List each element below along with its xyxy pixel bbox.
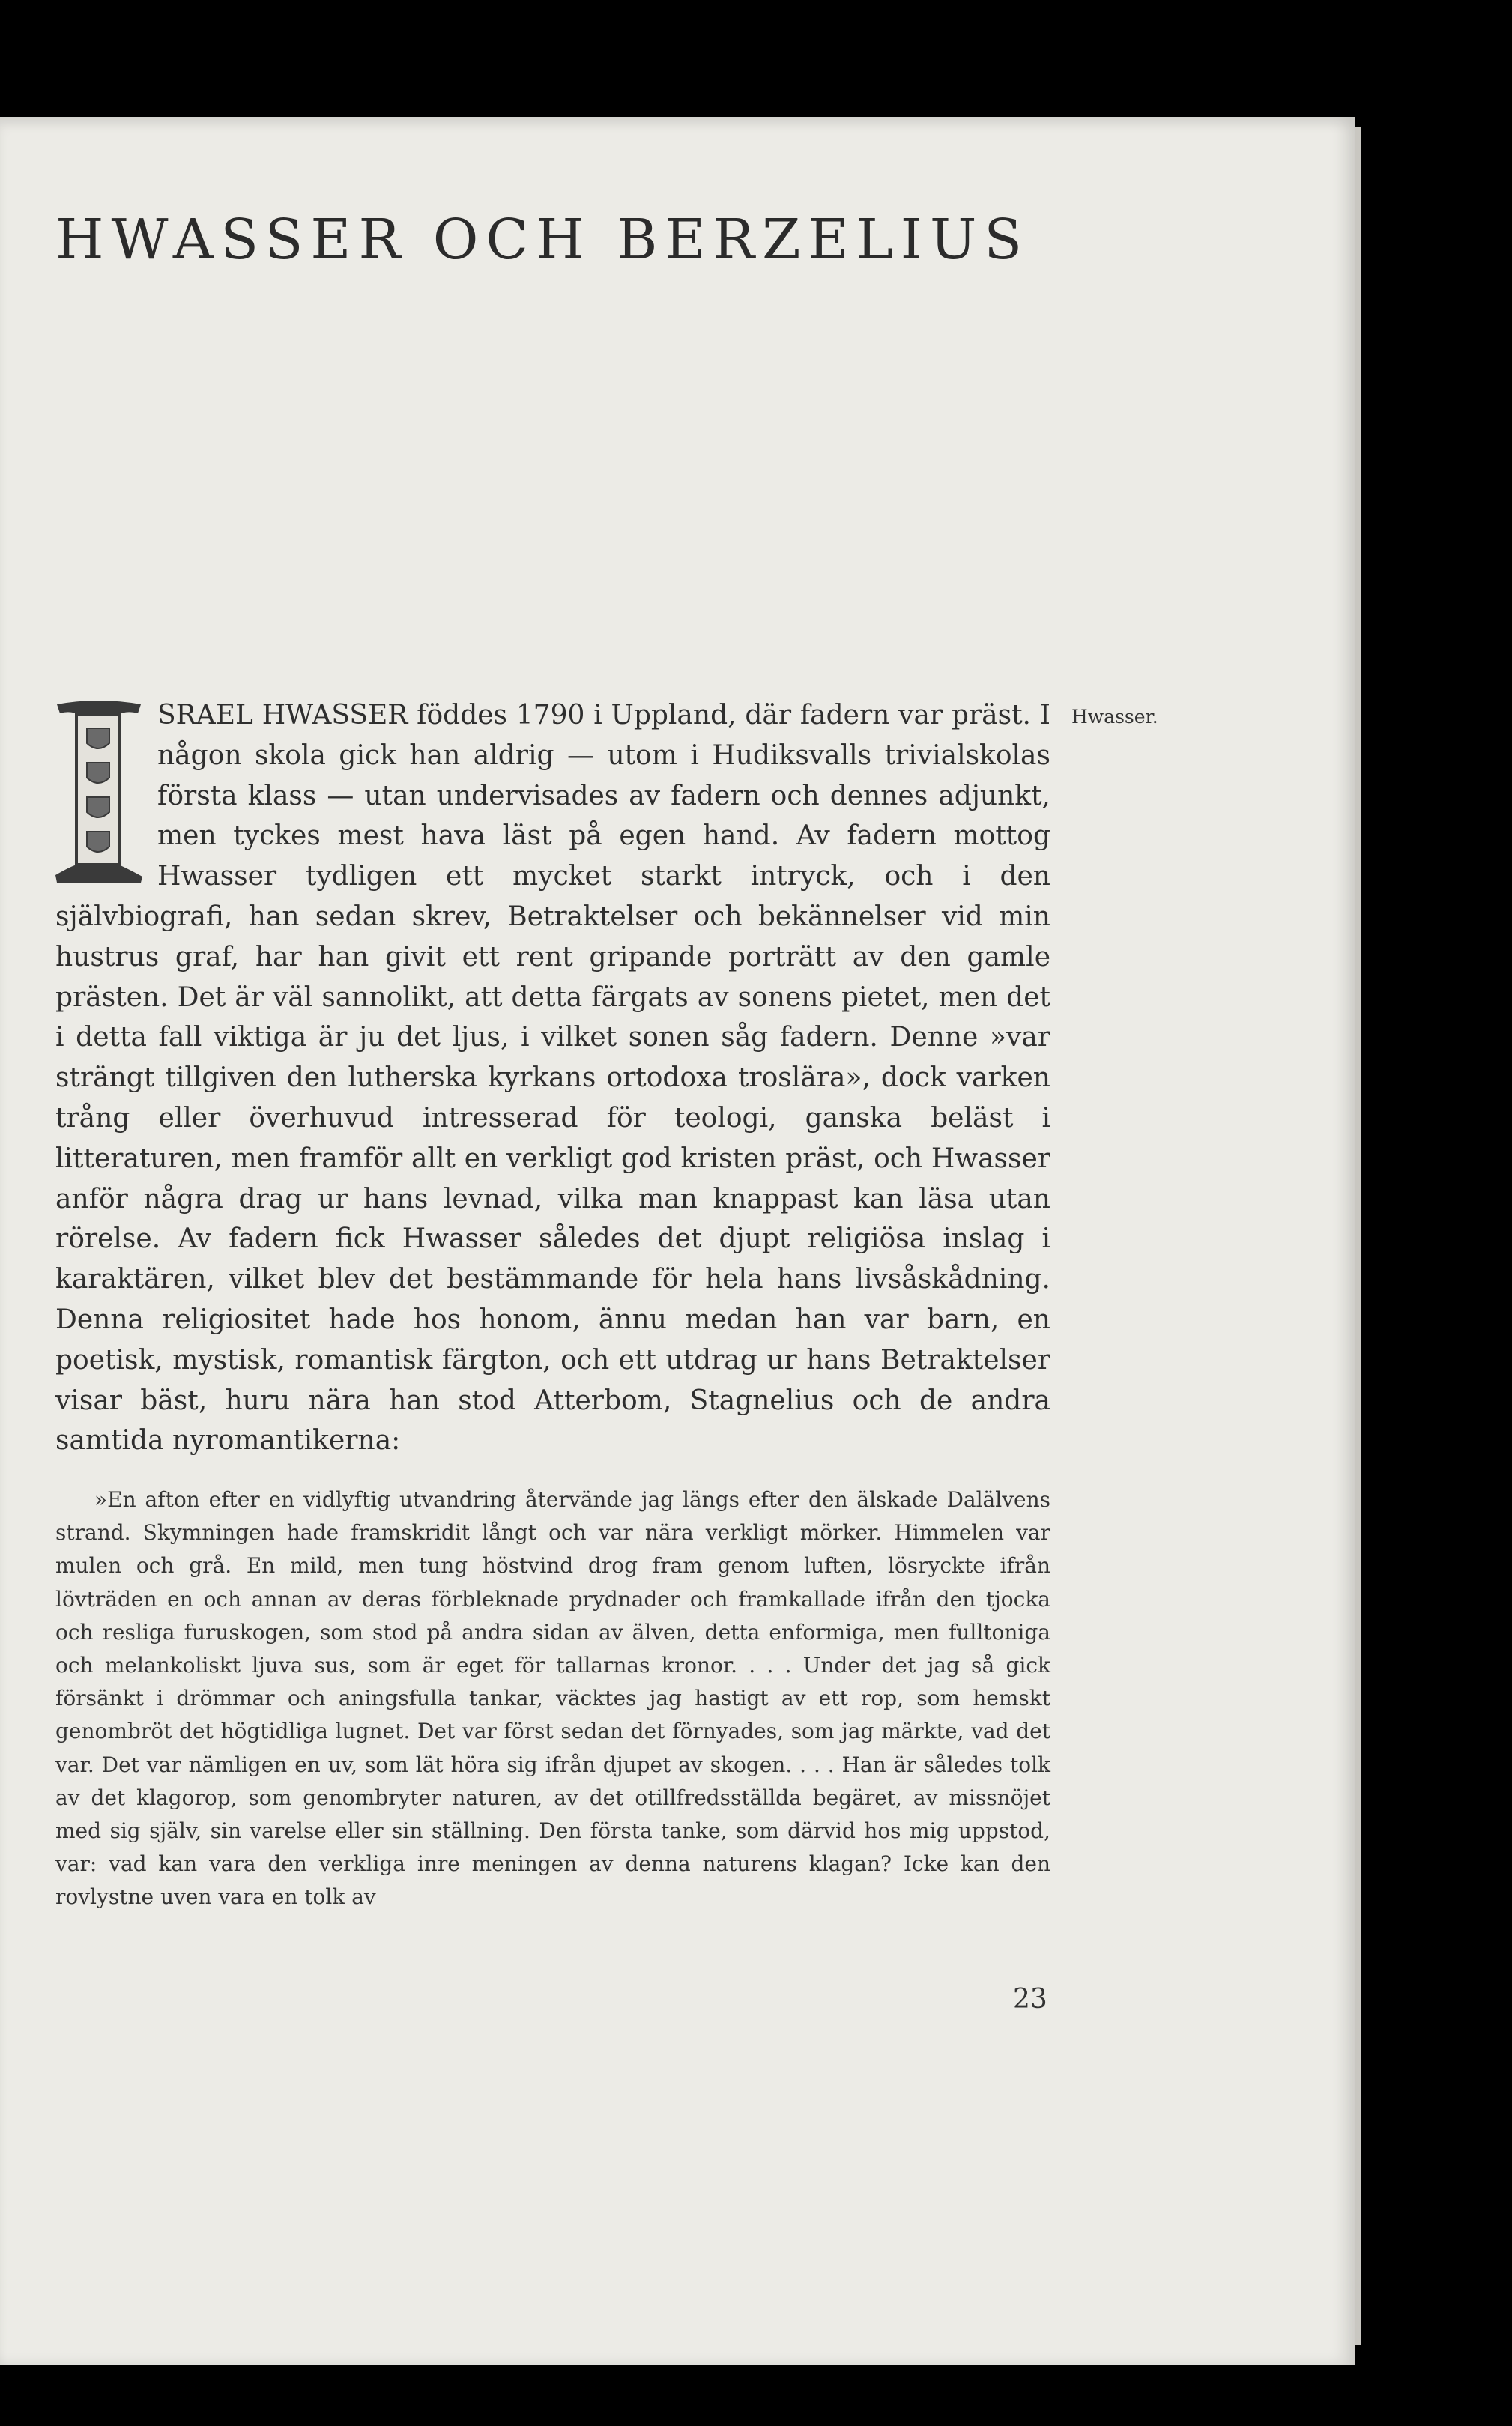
- block-quote: [55, 1483, 1050, 1914]
- page-number: 23: [1013, 1984, 1047, 2015]
- chapter-title: HWASSER OCH BERZELIUS: [55, 207, 1030, 272]
- marginal-note: Hwasser.: [1071, 706, 1158, 728]
- body-text-content: SRAEL HWASSER föddes 1790 i Uppland, där fadern var präst. I någon skola gick han aldrig — utom i Hudiksvalls trivialskolas första klass — utan undervisades av fadern och dennes adjunkt, men tyckes mest hava läst på egen hand. Av fadern mottog Hwasser tydligen ett mycket starkt intryck, och i den självbiografi, han sedan skrev, Betraktelser och bekännelser vid min hustrus graf, har han givit ett rent gripande porträtt av den gamle prästen. Det är väl sannolikt, att detta färgats av sonens pietet, men det i detta fall viktiga är ju det ljus, i vilket sonen såg fadern. Denne »var strängt tillgiven den lutherska kyrkans ortodoxa troslära», dock varken trång eller överhuvud intresserad för teologi, ganska beläst i litteraturen, men framför allt en verkligt god kristen präst, och Hwasser anför några drag ur hans levnad, vilka man knappast kan läsa utan rörelse. Av fadern fick Hwasser således det djupt religiösa inslag i karaktären, vilket blev det bestämmande för hela hans livsåskådning. Denna religiositet hade hos honom, ännu medan han var barn, en poetisk, mystisk, romantisk färgton, och ett utdrag ur hans Betraktelser visar bäst, huru nära han stod Atterbom, Stagnelius och de andra samtida nyromantikerna:: [55, 700, 1050, 1456]
- quote-text: »En afton efter en vidlyftig utvandring återvände jag längs efter den älskade Dalälvens strand. Skymningen hade framskridit långt och var nära verkligt mörker. Himmelen var mulen och grå. En mild, men tung höstvind drog fram genom luften, lösryckte ifrån lövträden en och annan av deras förbleknade prydnader och framkallade ifrån den tjocka och resliga furuskogen, som stod på andra sidan av älven, detta enformiga, men fulltoniga och melankoliskt ljuva sus, som är eget för tallarnas kronor. . . . Under det jag så gick försänkt i drömmar och aningsfulla tankar, väcktes jag hastigt av ett rop, som hemskt genombröt det högtidliga lugnet. Det var först sedan det förnyades, som jag märkte, vad det var. Det var nämligen en uv, som lät höra sig ifrån djupet av skogen. . . . Han är således tolk av det klagorop, som genombryter naturen, av det otillfredsställda begäret, av missnöjet med sig själv, sin varelse eller sin ställning. Den första tanke, som därvid hos mig uppstod, var: vad kan vara den verkliga inre meningen av denna naturens klagan? Icke kan den rovlystne uven vara en tolk av: [55, 1487, 1050, 1910]
- body-paragraph: [55, 695, 1050, 1461]
- page-edge: [1355, 127, 1361, 2345]
- drop-cap-initial-icon: [54, 698, 144, 886]
